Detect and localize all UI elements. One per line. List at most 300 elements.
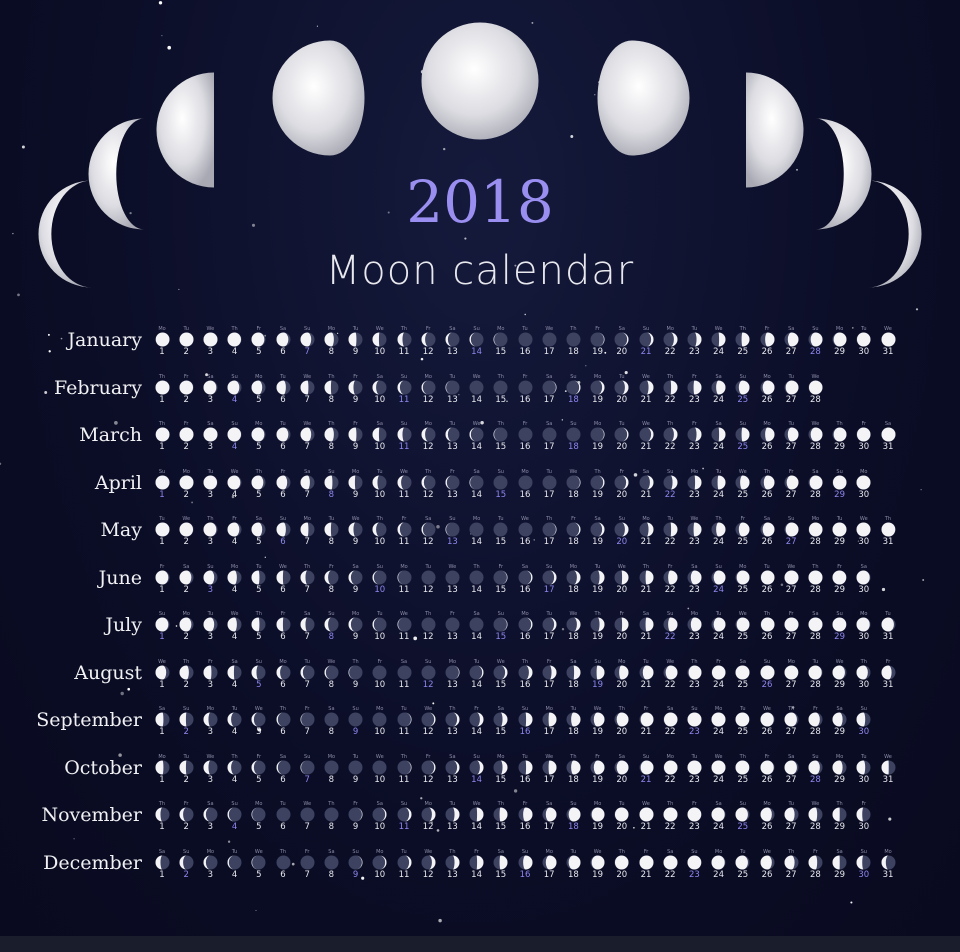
moon-phase-icon [614, 712, 629, 727]
weekday-label: Sa [207, 801, 214, 807]
day-cell [249, 564, 269, 596]
day-cell [394, 611, 414, 643]
weekday-label: Sa [836, 848, 843, 855]
moon-phase-icon [711, 380, 726, 395]
day-number: 5 [256, 632, 262, 642]
day-number: 29 [834, 679, 845, 690]
weekday-label: Mo [714, 848, 723, 855]
day-cell [176, 564, 196, 596]
day-cell [781, 374, 801, 406]
weekday-label: Sa [763, 516, 771, 522]
moon-phase-icon [372, 570, 387, 585]
day-cell [394, 659, 414, 691]
day-number: 1 [159, 394, 165, 405]
day-cell [636, 564, 656, 596]
day-number: 23 [688, 869, 700, 880]
moon-phase-icon [735, 760, 750, 775]
day-number: 1 [159, 537, 165, 547]
moon-phase-icon [469, 855, 484, 870]
weekday-label: We [303, 373, 312, 380]
weekday-label: Tu [183, 326, 189, 332]
moon-phase-icon [276, 522, 291, 537]
moon-phase-icon [179, 522, 194, 537]
day-cell [878, 659, 898, 691]
weekday-label: We [666, 658, 675, 665]
day-cell [878, 754, 898, 786]
moon-phase-icon [397, 760, 412, 775]
moon-phase-icon [227, 760, 242, 775]
day-cell [346, 801, 366, 833]
day-number: 26 [761, 489, 773, 500]
day-number: 23 [688, 584, 700, 595]
weekday-label: Fr [546, 658, 552, 665]
day-number: 10 [374, 774, 386, 785]
day-number: 29 [834, 774, 845, 785]
moon-phase-icon [735, 427, 750, 442]
calendar-subtitle: Moon calendar [325, 248, 635, 294]
weekday-label: Th [812, 563, 819, 570]
weekday-label: Fr [643, 706, 649, 712]
weekday-label: Su [183, 706, 190, 712]
day-number: 21 [640, 584, 652, 595]
day-cell [612, 564, 632, 596]
day-number: 8 [328, 679, 335, 690]
moon-phase-icon [639, 665, 654, 680]
weekday-label: Tu [231, 706, 238, 712]
moon-phase-icon [445, 475, 460, 490]
moon-phase-icon [760, 380, 775, 395]
moon-phase-icon [445, 380, 460, 395]
weekday-label: Su [691, 706, 698, 712]
weekday-label: Mo [158, 753, 166, 760]
moon-phase-icon [760, 712, 775, 727]
day-cell [830, 611, 850, 643]
day-number: 8 [328, 822, 335, 832]
day-cell [588, 801, 608, 833]
weekday-label: We [424, 706, 433, 712]
day-number: 22 [664, 822, 676, 832]
day-cell [854, 516, 874, 548]
weekday-label: We [690, 516, 699, 522]
moon-phase-icon [421, 760, 436, 775]
day-cell [176, 706, 196, 738]
day-cell [684, 849, 704, 881]
day-cell [297, 516, 317, 548]
day-number: 25 [737, 822, 749, 832]
moon-phase-icon [251, 760, 266, 775]
day-cell [781, 611, 801, 643]
weekday-label: We [545, 753, 554, 760]
day-number: 25 [737, 869, 749, 880]
weekday-label: Sa [546, 373, 553, 380]
day-number: 1 [159, 822, 165, 832]
weekday-label: Mo [835, 326, 844, 332]
weekday-label: Tu [449, 801, 456, 807]
moon-phase-icon [711, 475, 726, 490]
day-cell [225, 421, 245, 453]
weekday-label: Tu [159, 516, 165, 522]
day-cell [588, 326, 608, 358]
moon-phase-icon [542, 807, 557, 822]
moon-phase-icon [493, 475, 508, 490]
day-number: 8 [328, 347, 335, 357]
moon-phase-icon [784, 855, 799, 870]
day-number: 21 [640, 537, 652, 547]
day-cell [515, 564, 535, 596]
weekday-label: Sa [449, 753, 456, 760]
moon-phase-icon [542, 760, 557, 775]
day-cell [830, 754, 850, 786]
moon-phase-icon [687, 332, 702, 347]
day-number: 5 [256, 537, 262, 547]
weekday-label: Fr [450, 468, 455, 475]
day-cell [418, 564, 438, 596]
day-cell [467, 326, 487, 358]
day-cell [273, 516, 293, 548]
month-label-july: July [105, 614, 142, 636]
day-number: 28 [809, 442, 821, 452]
weekday-label: We [811, 421, 820, 427]
day-cell [854, 659, 874, 691]
day-cell [394, 706, 414, 738]
moon-phase-icon [421, 665, 436, 680]
weekday-label: Fr [861, 421, 867, 427]
day-number: 16 [519, 869, 531, 880]
moon-phase-icon [518, 475, 533, 490]
day-number: 4 [231, 869, 238, 880]
day-number: 18 [567, 537, 579, 547]
weekday-label: Tu [473, 658, 480, 665]
weekday-label: Fr [183, 373, 189, 380]
weekday-label: Fr [692, 373, 697, 380]
day-cell [805, 469, 825, 501]
moon-phase-icon [203, 570, 218, 585]
moon-phase-icon [372, 807, 387, 822]
weekday-label: Fr [619, 468, 625, 475]
moon-phase-icon [881, 855, 896, 870]
star [524, 314, 525, 315]
day-cell [418, 611, 438, 643]
moon-phase-icon [155, 617, 170, 632]
day-number: 28 [809, 347, 821, 357]
moon-phase-icon [276, 332, 291, 347]
day-cell [225, 659, 245, 691]
weekday-label: We [303, 801, 312, 807]
day-cell [830, 849, 850, 881]
weekday-label: Su [667, 468, 674, 475]
day-number: 18 [567, 489, 579, 500]
day-cell [442, 374, 462, 406]
day-number: 8 [328, 632, 335, 642]
moon-phase-icon [784, 665, 799, 680]
day-number: 4 [231, 822, 238, 832]
weekday-label: Th [618, 848, 625, 855]
star [922, 579, 924, 581]
day-cell [563, 611, 583, 643]
moon-phase-icon [179, 855, 194, 870]
moon-phase-icon [590, 522, 605, 537]
weekday-label: Tu [207, 468, 214, 475]
weekday-label: Tu [691, 326, 698, 332]
day-cell [200, 611, 220, 643]
moon-phase-icon [179, 807, 194, 822]
day-cell [442, 326, 462, 358]
moon-phase-icon [614, 380, 629, 395]
day-number: 15 [495, 869, 507, 880]
weekday-label: Su [739, 373, 746, 380]
moon-phase-icon [711, 427, 726, 442]
day-cell [297, 659, 317, 691]
day-cell [176, 611, 196, 643]
weekday-label: We [448, 563, 457, 570]
weekday-label: Sa [667, 706, 674, 712]
moon-phase-icon [276, 570, 291, 585]
day-cell [588, 706, 608, 738]
day-cell [346, 469, 366, 501]
day-cell [418, 801, 438, 833]
day-cell [805, 849, 825, 881]
day-cell [660, 516, 680, 548]
month-label-february: February [53, 376, 142, 399]
moon-phase-icon [760, 332, 775, 347]
day-number: 30 [858, 489, 870, 500]
moon-phase-icon [566, 665, 581, 680]
moon-phase-icon [445, 712, 460, 727]
moon-phase-icon [808, 332, 823, 347]
weekday-label: Mo [690, 468, 699, 475]
day-number: 16 [519, 679, 531, 690]
weekday-label: Sa [715, 421, 722, 427]
day-number: 1 [159, 632, 165, 642]
day-number: 6 [280, 632, 286, 642]
day-number: 16 [519, 632, 531, 642]
day-cell [418, 326, 438, 358]
day-number: 6 [280, 584, 286, 595]
day-cell [346, 706, 366, 738]
day-cell [757, 469, 777, 501]
day-cell [539, 564, 559, 596]
weekday-label: Tu [352, 753, 359, 760]
day-number: 1 [159, 679, 165, 690]
day-number: 23 [688, 822, 700, 832]
day-number: 30 [858, 584, 870, 595]
weekday-label: Fr [304, 848, 310, 855]
weekday-label: Mo [763, 373, 771, 380]
day-number: 22 [664, 489, 676, 500]
moon-phase-icon [784, 427, 799, 442]
day-cell [418, 469, 438, 501]
day-cell [418, 421, 438, 453]
day-cell [781, 516, 801, 548]
day-cell [297, 611, 317, 643]
day-number: 21 [640, 679, 652, 690]
day-number: 13 [446, 584, 458, 595]
day-number: 4 [231, 774, 238, 785]
weekday-label: Mo [206, 706, 215, 712]
weekday-label: Fr [522, 421, 528, 427]
day-cell [394, 516, 414, 548]
moon-phase-icon [203, 522, 218, 537]
day-number: 29 [834, 632, 845, 642]
moon-phase-icon [372, 617, 387, 632]
day-number: 14 [471, 869, 482, 880]
weekday-label: Tu [594, 563, 601, 570]
day-number: 7 [304, 537, 310, 547]
day-number: 10 [374, 822, 386, 832]
weekday-label: We [569, 611, 578, 617]
day-number: 20 [616, 394, 628, 405]
moon-phase-icon [372, 332, 387, 347]
moon-phase-icon [856, 760, 871, 775]
moon-phase-icon [493, 617, 508, 632]
moon-phase-icon [856, 332, 871, 347]
day-number: 20 [616, 774, 628, 785]
day-cell [709, 516, 729, 548]
weekday-label: Su [497, 468, 504, 475]
day-number: 25 [737, 679, 749, 690]
day-number: 11 [398, 347, 410, 357]
moon-phase-icon [372, 427, 387, 442]
day-cell [200, 706, 220, 738]
day-number: 12 [422, 869, 434, 880]
moon-phase-icon [881, 665, 896, 680]
weekday-label: Sa [158, 706, 166, 712]
moon-phase-icon [324, 522, 339, 537]
day-number: 16 [519, 394, 531, 405]
weekday-label: Fr [885, 658, 891, 665]
moon-phase-icon [203, 617, 218, 632]
day-cell [830, 421, 850, 453]
day-number: 9 [352, 537, 359, 547]
moon-phase-icon [469, 332, 484, 347]
weekday-label: Sa [521, 563, 529, 570]
weekday-label: We [811, 801, 820, 807]
weekday-label: Sa [376, 373, 383, 380]
day-number: 26 [761, 727, 773, 737]
moon-phase-icon [324, 427, 339, 442]
weekday-label: Fr [716, 658, 721, 665]
weekday-label: We [884, 753, 892, 760]
weekday-label: Fr [643, 848, 649, 855]
day-cell [709, 611, 729, 643]
moon-phase-icon [372, 665, 387, 680]
weekday-label: Th [667, 373, 674, 380]
moon-phase-icon [590, 617, 605, 632]
day-cell [152, 516, 172, 548]
weekday-label: Fr [595, 753, 600, 760]
star [464, 238, 466, 240]
moon-phase-icon [735, 807, 750, 822]
moon-phase-icon [711, 855, 726, 870]
day-cell [249, 611, 269, 643]
day-cell [854, 564, 874, 596]
day-number: 28 [809, 489, 821, 500]
weekday-label: Fr [183, 421, 189, 427]
day-number: 15 [495, 537, 507, 547]
weekday-label: Su [642, 326, 650, 332]
weekday-label: Sa [836, 706, 843, 712]
day-cell [273, 374, 293, 406]
day-cell [757, 564, 777, 596]
weekday-label: Mo [593, 373, 602, 380]
day-cell [539, 326, 559, 358]
moon-phase-icon [179, 760, 194, 775]
star [191, 501, 193, 503]
moon-phase-icon [203, 855, 218, 870]
day-number: 30 [858, 537, 870, 547]
day-number: 22 [664, 679, 676, 690]
weekday-label: Sa [715, 373, 722, 380]
day-number: 12 [422, 584, 434, 595]
weekday-label: Mo [327, 753, 336, 760]
moon-phase-icon [324, 570, 339, 585]
day-cell [636, 706, 656, 738]
day-number: 17 [543, 584, 555, 595]
star [570, 135, 573, 138]
day-cell [225, 564, 245, 596]
day-cell [854, 801, 874, 833]
moon-phase-icon [493, 665, 508, 680]
moon-phase-icon [784, 522, 799, 537]
day-number: 3 [207, 679, 214, 690]
moon-phase-icon [881, 760, 896, 775]
weekday-label: Th [521, 658, 529, 665]
day-number: 8 [328, 584, 335, 595]
day-cell [805, 801, 825, 833]
day-cell [370, 706, 390, 738]
day-number: 12 [422, 774, 434, 785]
weekday-label: Th [594, 468, 601, 475]
day-number: 2 [183, 822, 189, 832]
weekday-label: Tu [401, 706, 407, 712]
day-number: 14 [471, 394, 482, 405]
day-number: 6 [280, 869, 286, 880]
weekday-label: Mo [206, 848, 215, 855]
day-cell [733, 564, 753, 596]
weekday-label: Fr [377, 658, 383, 665]
moon-phase-icon [518, 760, 533, 775]
weekday-label: Sa [158, 848, 166, 855]
moon-phase-icon [808, 427, 823, 442]
day-cell [321, 849, 341, 881]
weekday-label: Su [836, 611, 843, 617]
day-cell [539, 659, 559, 691]
moon-phase-icon [856, 665, 871, 680]
day-cell [539, 421, 559, 453]
day-number: 7 [304, 822, 310, 832]
day-number: 29 [834, 537, 845, 547]
day-cell [491, 801, 511, 833]
moon-phase-icon [614, 617, 629, 632]
moon-phase-icon [639, 855, 654, 870]
day-cell [394, 469, 414, 501]
moon-phase-icon [251, 427, 266, 442]
moon-phase-icon [808, 522, 823, 537]
day-number: 23 [688, 442, 700, 452]
day-cell [152, 326, 172, 358]
weekday-label: Th [763, 611, 771, 617]
moon-phase-icon [324, 712, 339, 727]
day-cell [152, 849, 172, 881]
moon-phase-icon [881, 332, 896, 347]
day-cell [588, 469, 608, 501]
day-cell [346, 564, 366, 596]
day-number: 22 [664, 869, 676, 880]
moon-phase-icon [687, 665, 702, 680]
weekday-label: Sa [812, 611, 819, 617]
moon-phase-icon [300, 665, 315, 680]
day-number: 4 [231, 489, 238, 500]
